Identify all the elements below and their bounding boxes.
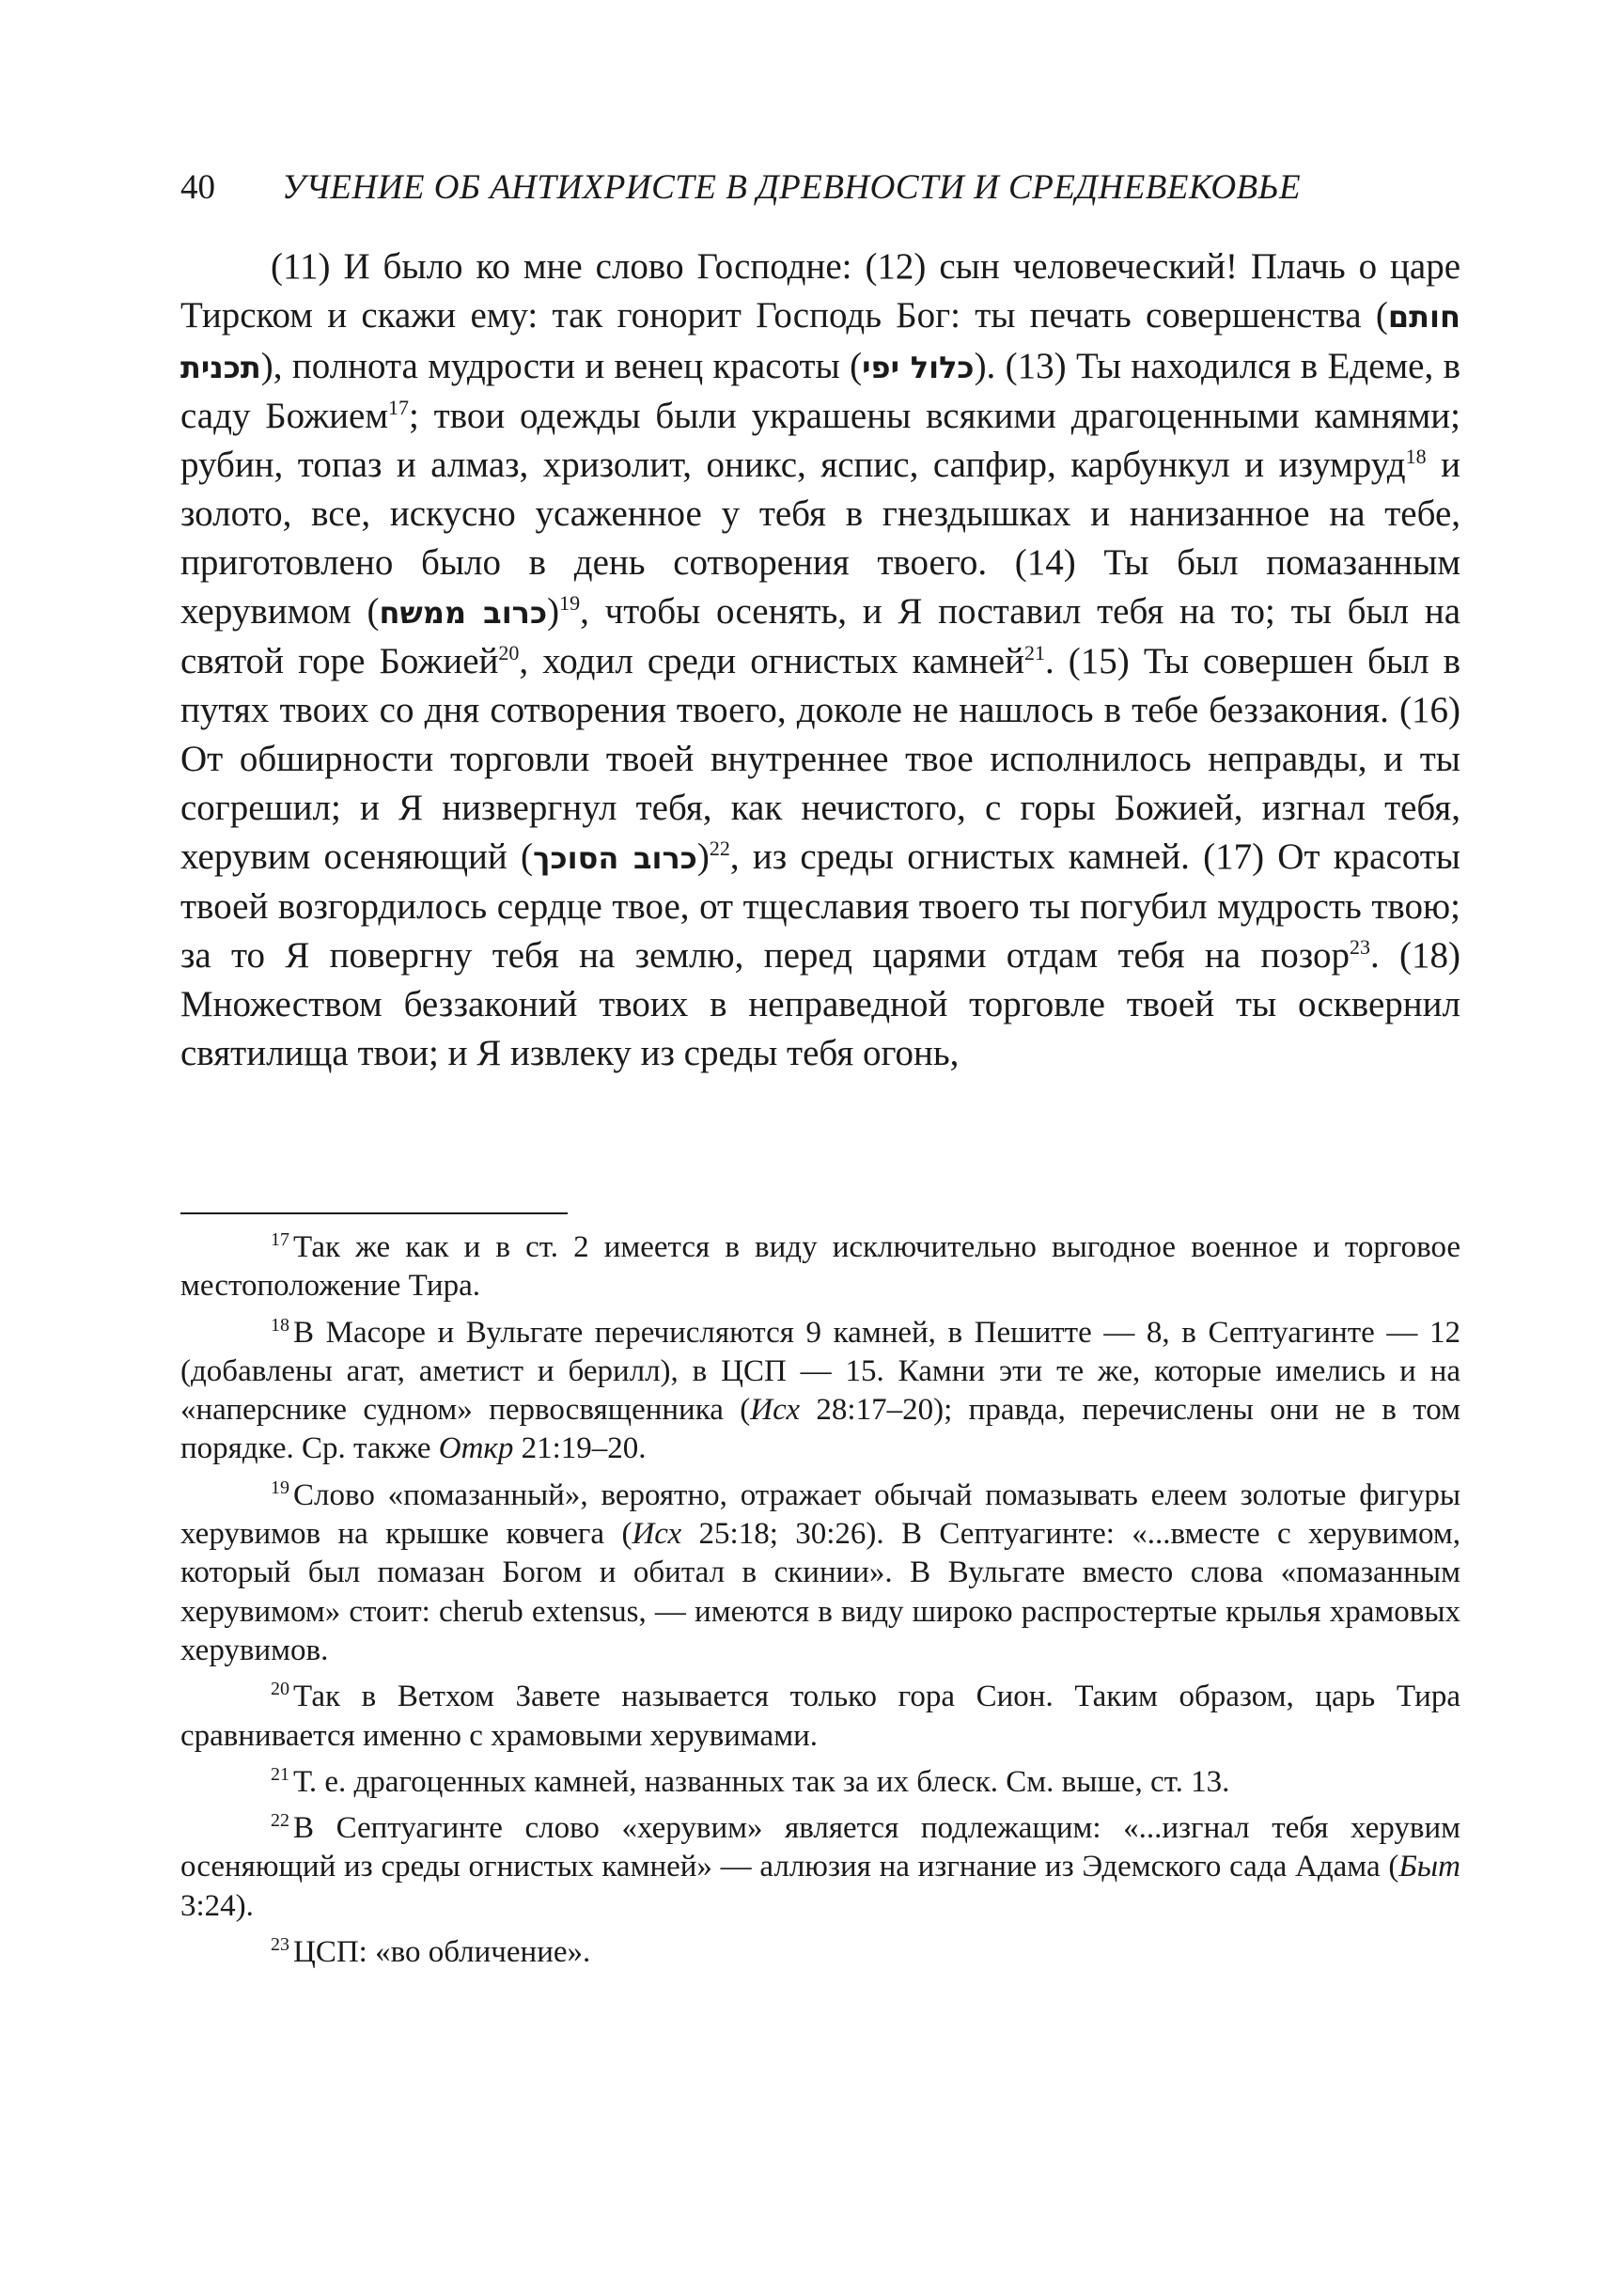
page-header [180, 167, 1459, 209]
text-segment: ) [696, 836, 710, 877]
footnote-ref: 22 [709, 836, 730, 860]
footnote-17 [180, 1228, 1460, 1306]
hebrew-term: חותם תכנית [180, 298, 1460, 385]
footnote-18 [180, 1314, 1460, 1469]
text-segment: и золото, все, искусно усаженное у тебя в гнездышках и нанизанное на тебе, приготовлено было в день сотворения твоего. (14) Ты был помазанным херувимом ( [180, 445, 1460, 632]
footnote-text: В Септуагинте слово «херувим» является подлежащим: «...изгнал тебя херувим осеняющий из среды огнистых камней» — аллюзия на изгнание из Эдемского сада Адама ( [180, 1811, 1460, 1884]
footnote-ref: 20 [498, 641, 520, 665]
book-reference: Исх [750, 1393, 800, 1428]
text-segment: , ходил среди огнистых камней [519, 641, 1024, 682]
text-segment: . (15) Ты совершен был в путях твоих со дня сотворения твоего, доколе не нашлось в тебе беззакония. (16) От обширности торговли твоей внутреннее твое исполнилось неправды, и ты согрешил; и Я низвергнул тебя, как нечистого, с горы Божией, изгнал тебя, херувим осеняющий ( [180, 641, 1461, 877]
main-text [180, 242, 1460, 1078]
footnotes [180, 1228, 1460, 1979]
footnote-number: 21 [271, 1763, 289, 1785]
footnote-19 [180, 1477, 1460, 1670]
scripture-paragraph [180, 242, 1460, 1078]
book-reference: Быт [1398, 1850, 1460, 1884]
text-segment: (11) И было ко мне слово Господне: (12) сын человеческий! Плачь о царе Тирском и скажи ему: так гонорит Господь Бог: ты печать совершенства ( [180, 246, 1460, 336]
footnote-number: 19 [271, 1477, 289, 1498]
running-title: УЧЕНИЕ ОБ АНТИХРИСТЕ В ДРЕВНОСТИ И СРЕДНЕВЕКОВЬЕ [282, 168, 1302, 207]
footnote-20 [180, 1678, 1460, 1756]
footnote-ref: 23 [1349, 935, 1370, 960]
footnote-text: 3:24). [180, 1888, 254, 1923]
footnote-text: Так в Ветхом Завете называется только гора Сион. Таким образом, царь Тира сравнивается именно с храмовыми херувимами. [180, 1680, 1460, 1753]
footnote-separator [180, 1212, 568, 1214]
text-segment: ). (13) Ты находился в Едеме, в саду Божием [180, 345, 1461, 437]
book-reference: Откр [438, 1431, 514, 1466]
footnote-ref: 19 [559, 590, 581, 615]
footnote-22 [180, 1809, 1460, 1926]
footnote-text: Так же как и в ст. 2 имеется в виду исключительно выгодное военное и торговое местоположение Тира. [180, 1230, 1460, 1304]
footnote-number: 23 [271, 1934, 289, 1956]
footnote-number: 20 [271, 1679, 289, 1700]
footnote-21 [180, 1763, 1460, 1802]
page-number: 40 [180, 168, 215, 207]
footnote-text: Слово «помазанный», вероятно, отражает обычай помазывать елеем золотые фигуры херувимов на крышке ковчега ( [180, 1477, 1460, 1552]
footnote-ref: 17 [388, 396, 409, 420]
text-segment: ; твои одежды были украшены всякими драгоценными камнями; рубин, топаз и алмаз, хризолит, оникс, яспис, сапфир, карбункул и изумруд [180, 396, 1460, 486]
text-segment: , из среды огнистых камней. (17) От красоты твоей возгордилось сердце твое, от тщеславия твоего ты погубил мудрость твою; за то Я повергну тебя на землю, перед царями отдам тебя на позор [180, 836, 1461, 977]
footnote-text: В Масоре и Вульгате перечисляются 9 камней, в Пешитте — 8, в Септуагинте — 12 (добавлены агат, аметист и берилл), в ЦСП — 15. Камни эти те же, которые имелись и на «наперснике судном» первосвященника ( [180, 1315, 1460, 1428]
footnote-text: ЦСП: «во обличение». [293, 1935, 591, 1970]
footnote-number: 22 [271, 1810, 289, 1832]
hebrew-term: כרוב הסוכך [533, 839, 697, 876]
book-reference: Исх [632, 1517, 682, 1552]
text-segment: ) [547, 590, 560, 632]
footnote-text: Т. е. драгоценных камней, названных так за их блеск. См. выше, ст. 13. [293, 1764, 1230, 1799]
footnote-ref: 18 [1405, 445, 1427, 469]
footnote-text: 21:19–20. [513, 1431, 647, 1466]
footnote-text: 25:18; 30:26). В Септуагинте: «...вместе с херувимом, который был помазан Богом и обитал в скинии». В Вульгате вместо слова «помазанным херувимом» стоит: cherub extensus, — имеются в виду широко распростертые крылья храмовых херувимов. [180, 1517, 1460, 1667]
footnote-23 [180, 1933, 1460, 1972]
footnote-number: 18 [271, 1314, 289, 1336]
footnote-ref: 21 [1023, 641, 1045, 665]
text-segment: ), полнота мудрости и венец красоты ( [260, 345, 863, 386]
hebrew-term: כלול יפי [862, 349, 975, 385]
text-segment: , чтобы осенять, и Я поставил тебя на то; ты был на святой горе Божией [180, 590, 1461, 682]
footnote-text: 28:17–20); правда, перечислены они не в том порядке. Ср. также [180, 1393, 1460, 1466]
footnote-number: 17 [271, 1229, 289, 1250]
hebrew-term: כרוב ממשח [379, 594, 548, 631]
text-segment: . (18) Множеством беззаконий твоих в неправедной торговле твоей ты осквернил святилища твои; и Я извлеку из среды тебя огонь, [180, 935, 1460, 1073]
